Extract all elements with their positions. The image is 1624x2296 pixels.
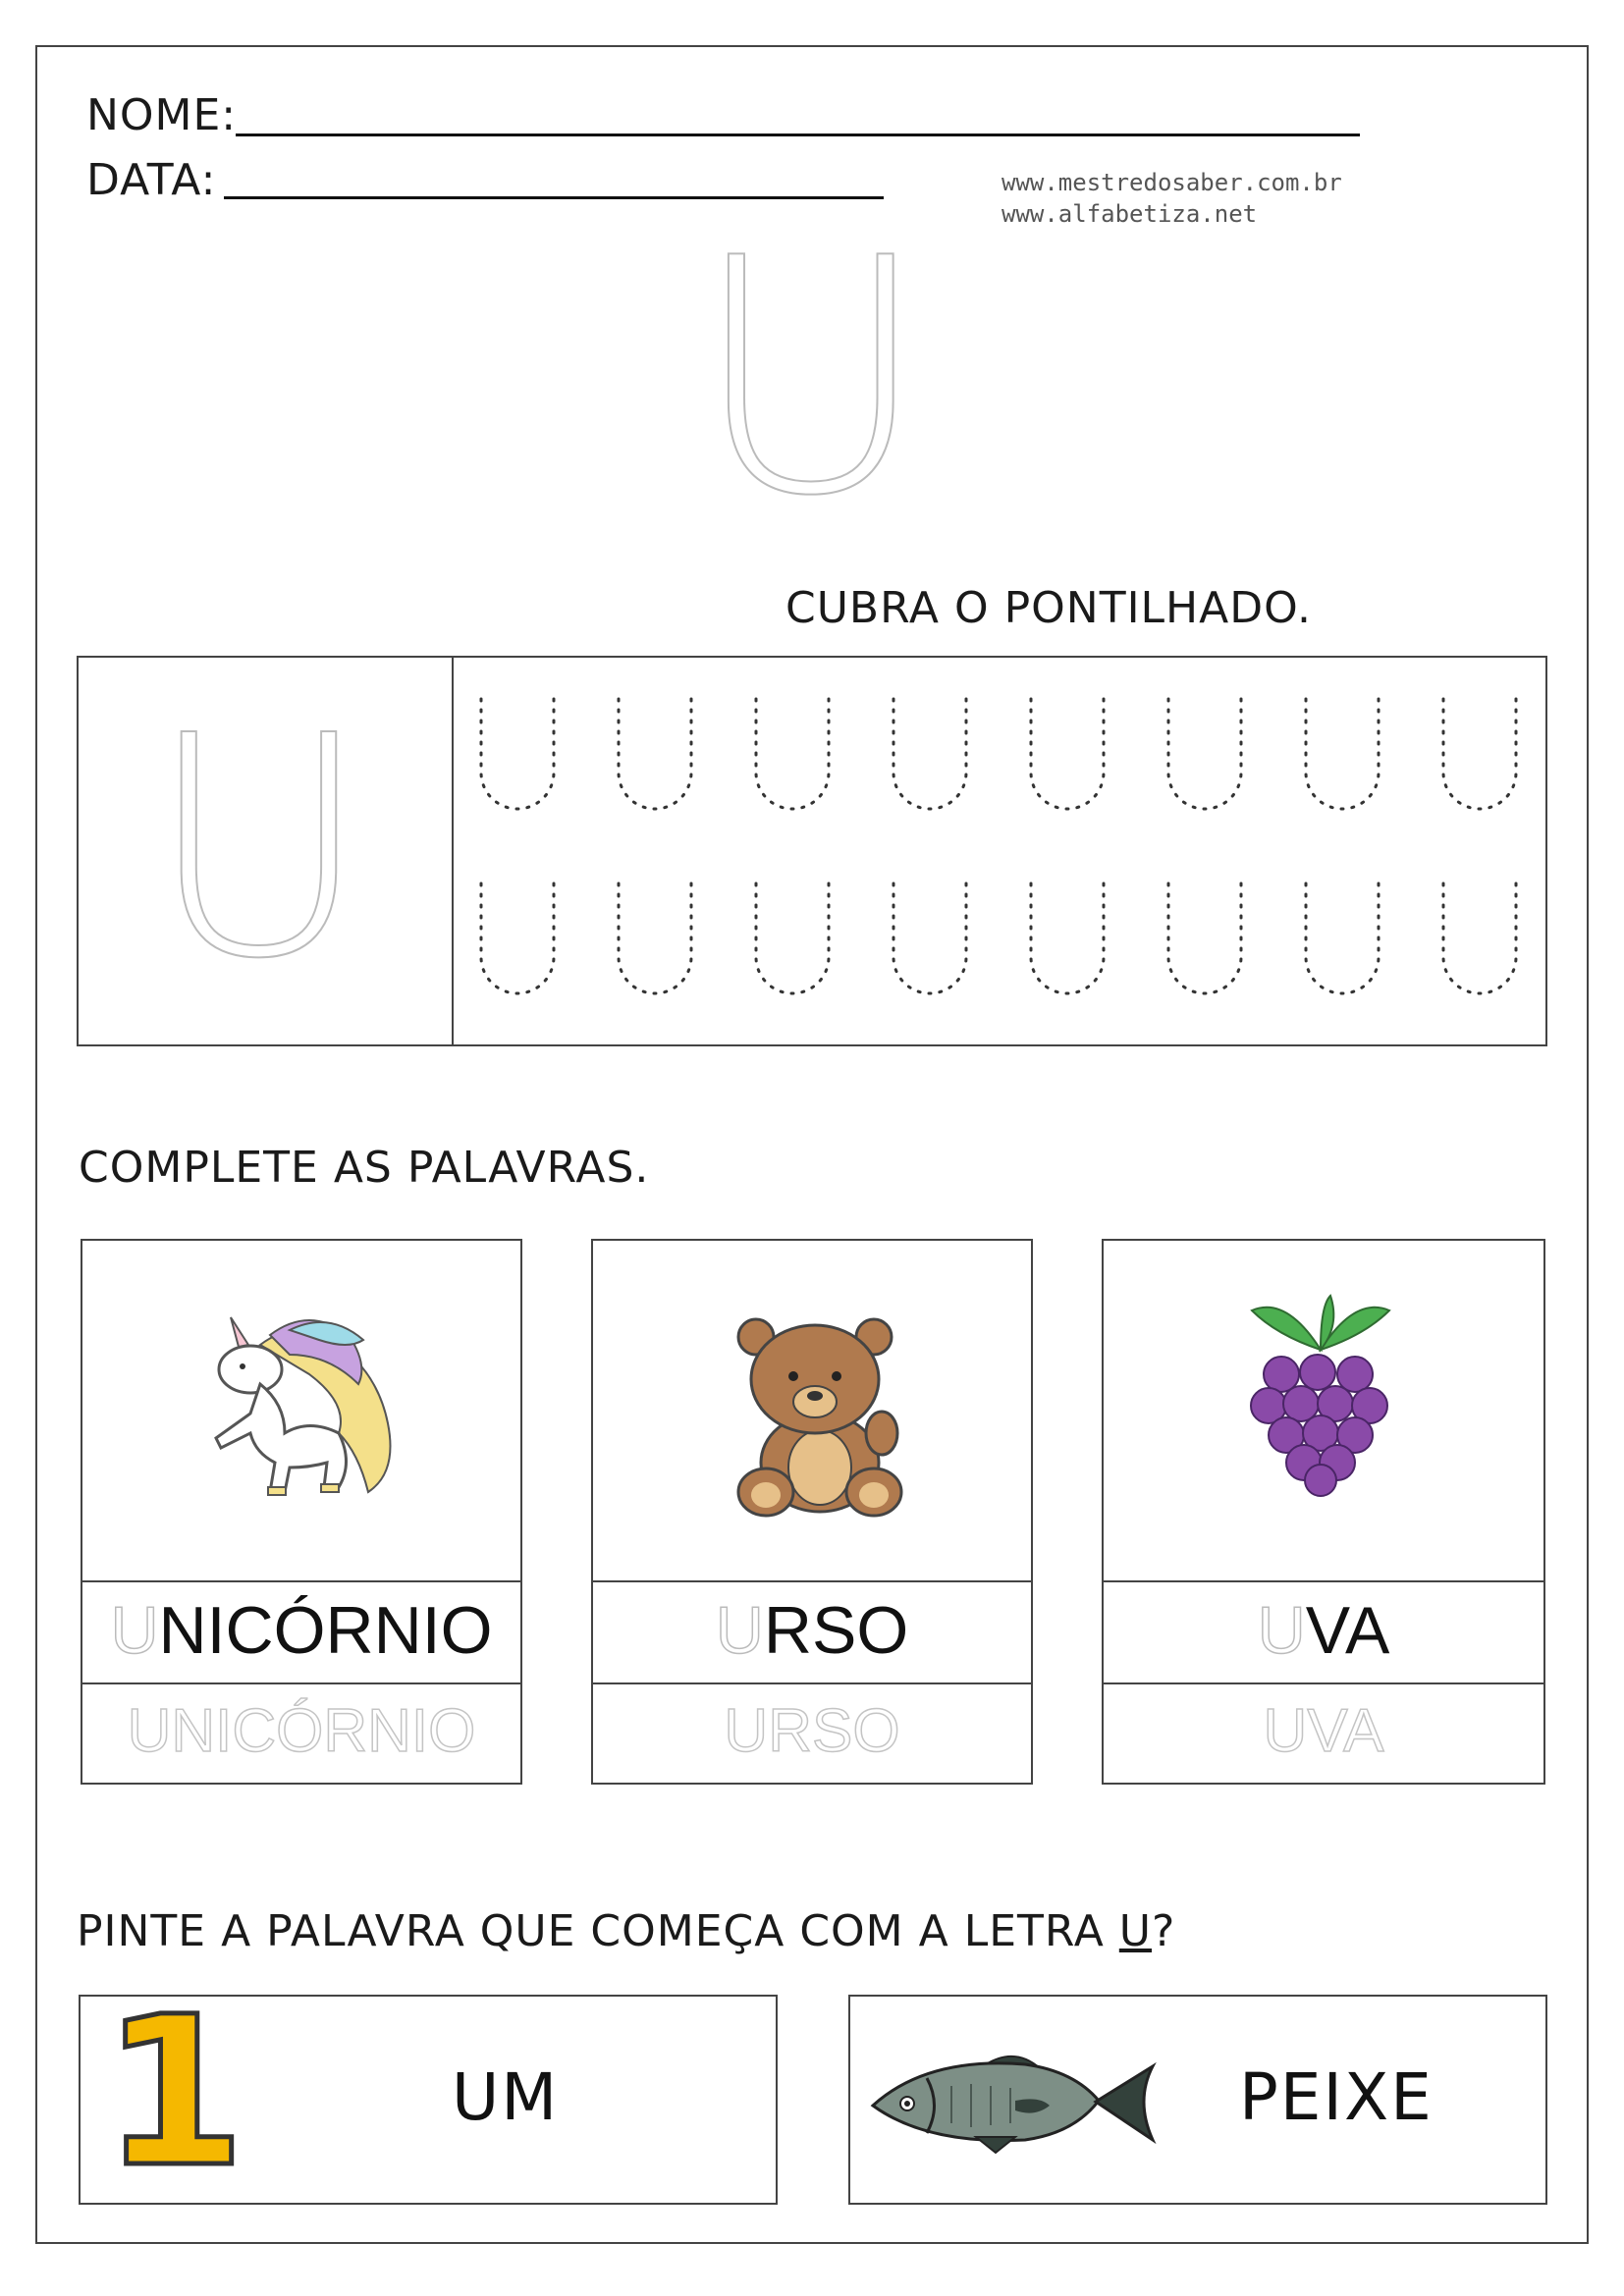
word-urso: URSO <box>715 1593 909 1668</box>
dotted-letter[interactable] <box>893 699 966 809</box>
unicorn-picture <box>191 1306 407 1512</box>
complete-instruction: COMPLETE AS PALAVRAS. <box>79 1143 650 1193</box>
dotted-letter[interactable] <box>1443 699 1516 809</box>
dotted-letter[interactable] <box>1443 883 1516 993</box>
dotted-letter[interactable] <box>1306 883 1379 993</box>
dotted-letter[interactable] <box>1031 883 1104 993</box>
word-peixe[interactable]: PEIXE <box>1239 2059 1434 2135</box>
trace-word-urso[interactable]: URSO <box>724 1697 900 1765</box>
dotted-letters[interactable] <box>0 0 1624 1080</box>
dotted-letter[interactable] <box>1306 699 1379 809</box>
dotted-letter[interactable] <box>756 699 829 809</box>
dotted-letter[interactable] <box>481 699 554 809</box>
name-label: NOME: <box>86 90 238 140</box>
dotted-letter[interactable] <box>893 883 966 993</box>
date-label: DATA: <box>86 155 217 205</box>
paint-instruction: PINTE A PALAVRA QUE COMEÇA COM A LETRA U? <box>77 1906 1176 1956</box>
dotted-letter[interactable] <box>481 883 554 993</box>
fish-picture <box>868 2047 1163 2155</box>
card-divider <box>81 1682 522 1684</box>
model-letter-outline: U <box>147 671 370 1026</box>
dotted-letter[interactable] <box>619 883 691 993</box>
card-divider <box>591 1682 1033 1684</box>
dotted-letter[interactable] <box>756 883 829 993</box>
dotted-letter[interactable] <box>619 699 691 809</box>
dotted-letter[interactable] <box>1168 883 1241 993</box>
site-url-2: www.alfabetiza.net <box>1001 200 1258 228</box>
card-divider <box>1102 1580 1545 1582</box>
number-one-picture: 1 <box>102 1972 246 2213</box>
card-divider <box>81 1580 522 1582</box>
word-um[interactable]: UM <box>452 2059 560 2135</box>
word-uva: UVA <box>1257 1593 1390 1668</box>
dotted-letter[interactable] <box>1168 699 1241 809</box>
dotted-letter[interactable] <box>1031 699 1104 809</box>
card-divider <box>591 1580 1033 1582</box>
site-url-1: www.mestredosaber.com.br <box>1001 169 1342 196</box>
big-letter-outline: U <box>692 189 930 566</box>
trace-word-unicornio[interactable]: UNICÓRNIO <box>127 1697 476 1765</box>
trace-word-uva[interactable]: UVA <box>1263 1697 1384 1765</box>
bear-picture <box>727 1315 913 1522</box>
word-unicornio: UNICÓRNIO <box>110 1593 493 1668</box>
trace-instruction: CUBRA O PONTILHADO. <box>785 583 1312 633</box>
grape-picture <box>1247 1296 1394 1492</box>
card-divider <box>1102 1682 1545 1684</box>
